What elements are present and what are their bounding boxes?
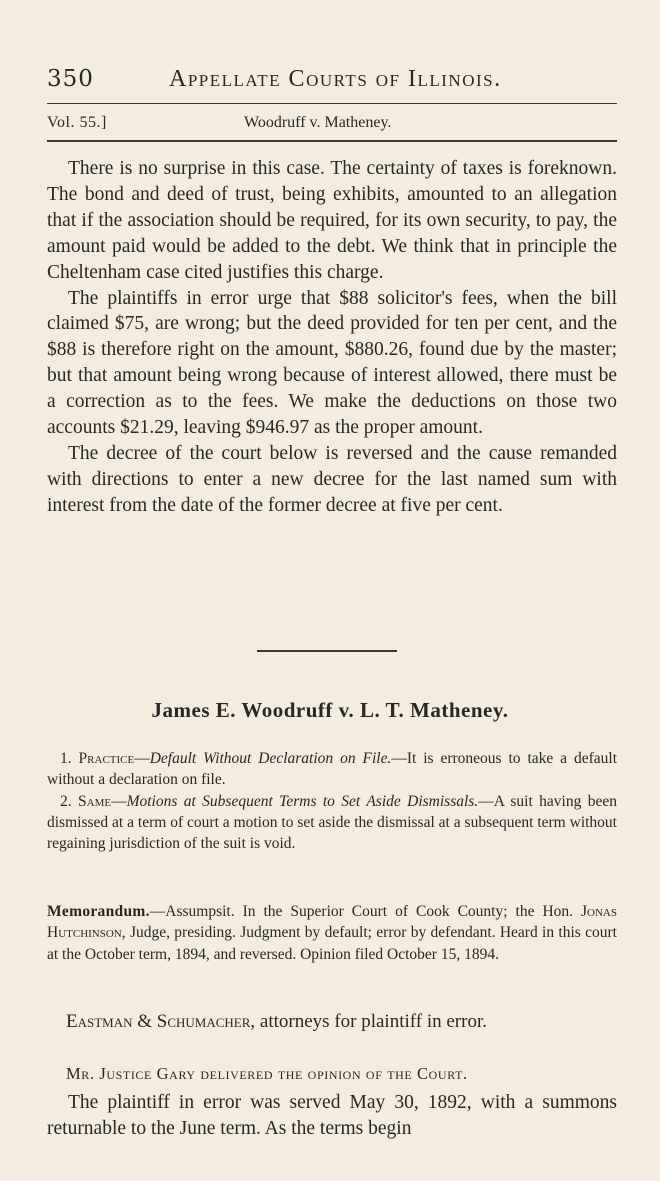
headnote-text: —A suit having been dismissed at a term of court a motion to set aside the dismissal at a subsequent term without regaining jurisdiction of the suit is void. xyxy=(47,792,617,853)
headnote-subject: Default Without Declaration on File. xyxy=(149,750,392,767)
headnote-dash: — xyxy=(111,792,127,810)
headnote xyxy=(47,748,617,791)
headnote-text: —It is erroneous to take a default without a declaration on file. xyxy=(47,750,618,789)
opinion-text xyxy=(47,1090,617,1142)
headnote-topic: Same xyxy=(78,792,112,810)
paragraph: The decree of the court below is reversed and the cause remanded with directions to enter a new decree for the last named sum with interest from the date of the former decree at five per cent. xyxy=(47,442,617,516)
paragraph: There is no surprise in this case. The certainty of taxes is foreknown. The bond and deed of trust, being exhibits, amounted to an allegation that if the association should be required, for its own security, to pay, the amount paid would be added to the debt. We think that in principle the Cheltenham case cited justifies this charge. xyxy=(47,158,617,283)
headnotes xyxy=(47,748,617,854)
header-rule xyxy=(47,103,617,104)
volume-label: Vol. 55.] xyxy=(47,114,107,131)
case-short-title: Woodruff v. Matheney. xyxy=(244,114,392,131)
headnote xyxy=(47,791,617,855)
page-number: 350 xyxy=(47,66,94,92)
subhead xyxy=(47,114,617,138)
opinion-heading: Mr. Justice Gary delivered the opinion of the Court. xyxy=(66,1064,468,1083)
judge-name: Jonas Hutchinson xyxy=(47,903,617,942)
memorandum xyxy=(47,901,617,965)
paragraph: The plaintiff in error was served May 30, 1892, with a summons returnable to the June term. As the terms begin xyxy=(47,1092,617,1139)
memorandum-label: Memorandum. xyxy=(47,903,150,920)
subhead-rule xyxy=(47,140,617,142)
case-title: James E. Woodruff v. L. T. Matheney. xyxy=(151,698,509,722)
headnote-dash: — xyxy=(134,750,150,767)
attorney-role: attorneys for plaintiff in error. xyxy=(255,1011,487,1032)
headnote-number: 2. xyxy=(60,792,72,810)
attorneys-line xyxy=(66,1011,626,1033)
opinion-continuation xyxy=(47,156,617,519)
memorandum-text: , Judge, presiding. Judgment by default; error by defendant. Heard in this court at the October term, 1894, and reversed. Opinion filed October 15, 1894. xyxy=(47,924,617,963)
memorandum-text: —Assumpsit. In the Superior Court of Cook County; the Hon. xyxy=(149,903,582,920)
paragraph: The plaintiffs in error urge that $88 solicitor's fees, when the bill claimed $75, are wrong; but the deed provided for ten per cent, and the $88 is therefore right on the amount, $880.26, found due by the master; but that amount being wrong because of interest allowed, there must be a correction as to the fees. We make the deductions on those two accounts $21.29, leaving $946.97 as the proper amount. xyxy=(47,287,617,439)
section-separator xyxy=(257,650,397,652)
attorney-names: Eastman & Schumacher, xyxy=(66,1011,256,1032)
running-title: Appellate Courts of Illinois. xyxy=(169,66,502,92)
headnote-number: 1. xyxy=(60,750,72,767)
headnote-topic: Practice xyxy=(78,750,135,767)
headnote-subject: Motions at Subsequent Terms to Set Aside Dismissals. xyxy=(126,792,479,810)
